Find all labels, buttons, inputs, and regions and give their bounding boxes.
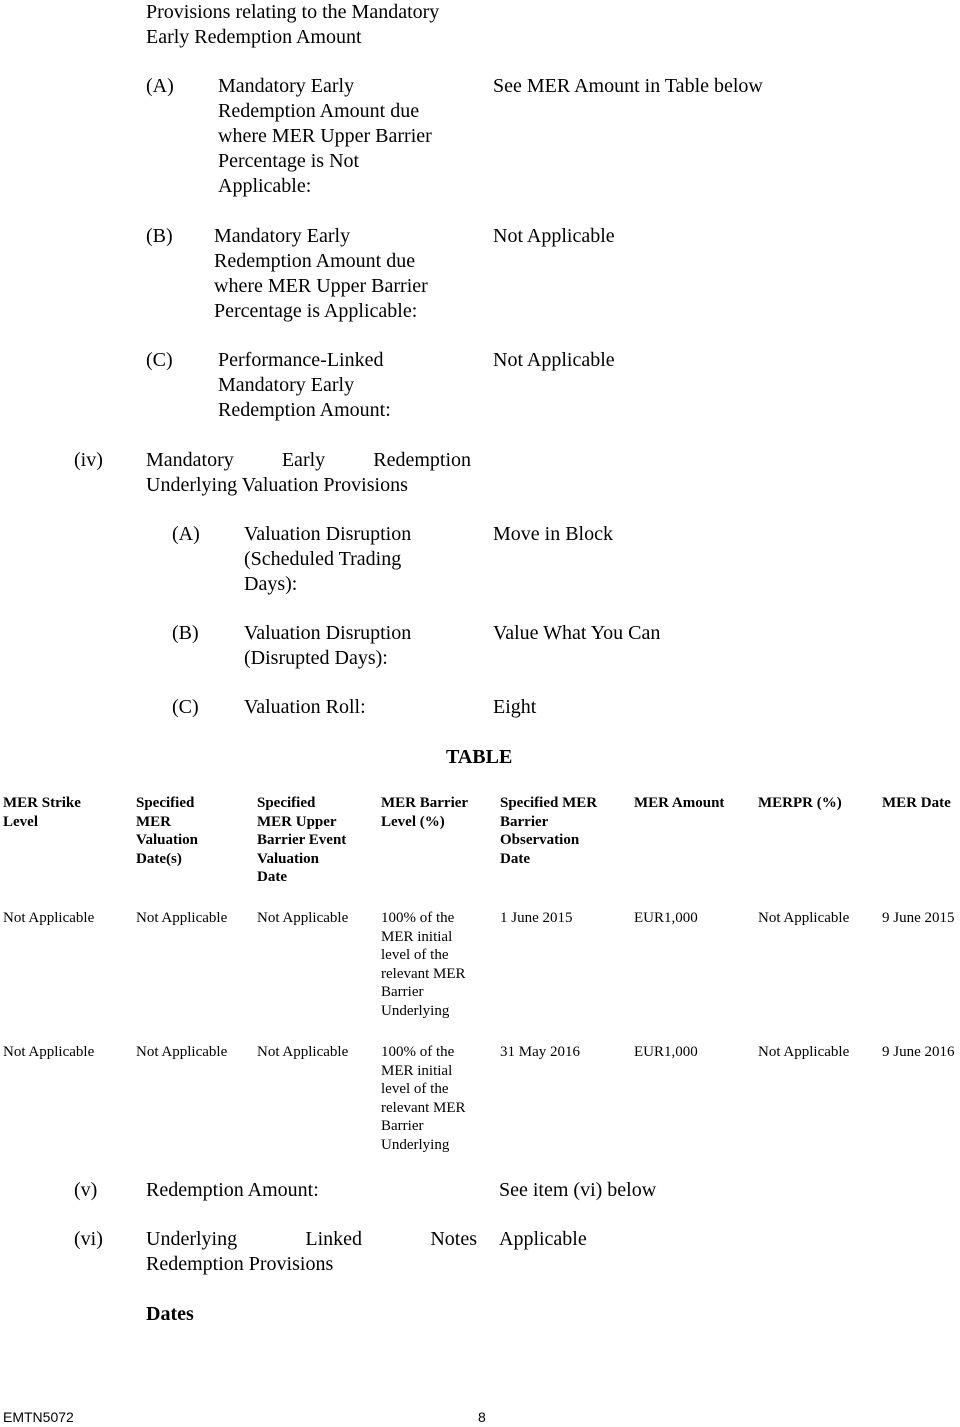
table-cell: 100% of the MER initial level of the relevant MER Barrier Underlying bbox=[381, 910, 466, 1019]
dates-heading: Dates bbox=[146, 1303, 194, 1325]
table-cell: 31 May 2016 bbox=[500, 1044, 580, 1060]
table-header-specified-mer-barrier-observation-date: Specified MER Barrier Observation Date bbox=[500, 795, 598, 867]
table-cell: Not Applicable bbox=[136, 910, 228, 926]
mer-provisions-heading: Provisions relating to the Mandatory Early Redemption Amount bbox=[146, 1, 440, 48]
section-vi-title: Underlying Linked Notes Redemption Provisions bbox=[146, 1228, 477, 1275]
table-cell: 9 June 2015 bbox=[882, 910, 955, 926]
mer-item-c-value: Not Applicable bbox=[493, 349, 615, 371]
table-cell: 9 June 2016 bbox=[882, 1044, 955, 1060]
table-header-mer-barrier-level: MER Barrier Level (%) bbox=[381, 795, 469, 830]
table-header-mer-amount: MER Amount bbox=[634, 795, 725, 811]
mer-item-a-value: See MER Amount in Table below bbox=[493, 75, 763, 97]
mer-item-b-value: Not Applicable bbox=[493, 225, 615, 247]
mer-item-b-label: (B) bbox=[146, 225, 173, 247]
section-iv-item-c-label: (C) bbox=[172, 696, 199, 718]
section-iv-item-a-value: Move in Block bbox=[493, 523, 613, 545]
table-cell: EUR1,000 bbox=[634, 1044, 698, 1060]
table-cell: Not Applicable bbox=[136, 1044, 228, 1060]
mer-item-a-text: Mandatory Early Redemption Amount due where MER Upper Barrier Percentage is Not Applicable: bbox=[218, 75, 432, 197]
table-cell: EUR1,000 bbox=[634, 910, 698, 926]
footer-page-number: 8 bbox=[478, 1409, 486, 1425]
section-iv-item-b-text: Valuation Disruption (Disrupted Days): bbox=[244, 622, 412, 669]
table-title: TABLE bbox=[446, 746, 513, 768]
table-header-specified-mer-valuation-dates: Specified MER Valuation Date(s) bbox=[136, 795, 198, 867]
mer-item-a-label: (A) bbox=[146, 75, 174, 97]
mer-item-c-label: (C) bbox=[146, 349, 173, 371]
section-iv-title: Mandatory Early Redemption Underlying Valuation Provisions bbox=[146, 449, 471, 496]
section-iv-item-a-text: Valuation Disruption (Scheduled Trading Days): bbox=[244, 523, 412, 595]
section-iv-item-c-value: Eight bbox=[493, 696, 537, 718]
section-v-number: (v) bbox=[74, 1179, 98, 1201]
section-iv-item-c-text: Valuation Roll: bbox=[244, 696, 366, 718]
table-header-mer-date: MER Date bbox=[882, 795, 951, 811]
section-iv-number: (iv) bbox=[74, 449, 103, 471]
table-cell: 100% of the MER initial level of the relevant MER Barrier Underlying bbox=[381, 1044, 466, 1153]
section-iv-item-a-label: (A) bbox=[172, 523, 200, 545]
mer-item-b-text: Mandatory Early Redemption Amount due where MER Upper Barrier Percentage is Applicable: bbox=[214, 225, 428, 322]
table-cell: 1 June 2015 bbox=[500, 910, 573, 926]
table-cell: Not Applicable bbox=[758, 910, 850, 926]
section-v-label: Redemption Amount: bbox=[146, 1179, 319, 1201]
table-cell: Not Applicable bbox=[257, 1044, 349, 1060]
table-header-specified-mer-upper-barrier-event-valuation-date: Specified MER Upper Barrier Event Valuation Date bbox=[257, 795, 347, 885]
section-iv-item-b-value: Value What You Can bbox=[493, 622, 661, 644]
table-header-mer-strike-level: MER Strike Level bbox=[3, 795, 81, 830]
table-cell: Not Applicable bbox=[3, 910, 95, 926]
section-vi-number: (vi) bbox=[74, 1228, 103, 1250]
table-header-merpr: MERPR (%) bbox=[758, 795, 842, 811]
table-cell: Not Applicable bbox=[3, 1044, 95, 1060]
table-cell: Not Applicable bbox=[257, 910, 349, 926]
table-cell: Not Applicable bbox=[758, 1044, 850, 1060]
footer-document-code: EMTN5072 bbox=[3, 1409, 74, 1425]
section-iv-item-b-label: (B) bbox=[172, 622, 199, 644]
section-v-value: See item (vi) below bbox=[499, 1179, 657, 1201]
mer-item-c-text: Performance-Linked Mandatory Early Redemption Amount: bbox=[218, 349, 391, 421]
section-vi-value: Applicable bbox=[499, 1228, 587, 1250]
